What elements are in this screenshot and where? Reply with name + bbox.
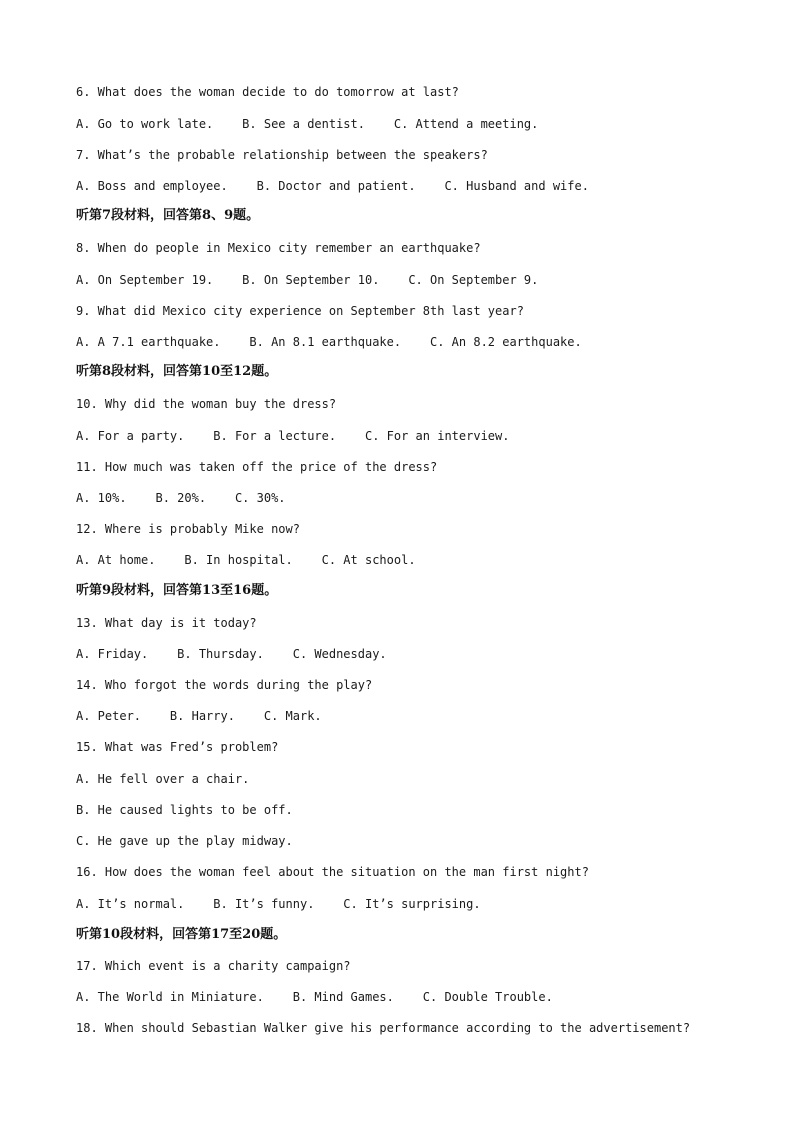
options-12: A. At home. B. In hospital. C. At school. <box>76 553 416 567</box>
options-7: A. Boss and employee. B. Doctor and patient. C. Husband and wife. <box>76 179 589 193</box>
question-10: 10. Why did the woman buy the dress? <box>76 397 337 411</box>
question-18: 18. When should Sebastian Walker give his performance according to the advertisement? <box>76 1021 691 1035</box>
options-11: A. 10%. B. 20%. C. 30%. <box>76 491 286 505</box>
question-17: 17. Which event is a charity campaign? <box>76 959 351 973</box>
options-9: A. A 7.1 earthquake. B. An 8.1 earthquake. C. An 8.2 earthquake. <box>76 335 582 349</box>
options-16: A. It’s normal. B. It’s funny. C. It’s surprising. <box>76 897 481 911</box>
section-heading-9: 听第9段材料，回答第13至16题。 <box>76 583 278 598</box>
options-10: A. For a party. B. For a lecture. C. For an interview. <box>76 429 510 443</box>
question-6: 6. What does the woman decide to do tomorrow at last? <box>76 85 459 99</box>
section-heading-7: 听第7段材料，回答第8、9题。 <box>76 208 260 223</box>
option-15c: C. He gave up the play midway. <box>76 834 293 848</box>
options-8: A. On September 19. B. On September 10. C. On September 9. <box>76 273 539 287</box>
question-15: 15. What was Fred’s problem? <box>76 740 279 754</box>
option-15b: B. He caused lights to be off. <box>76 803 293 817</box>
question-8: 8. When do people in Mexico city remember an earthquake? <box>76 241 481 255</box>
options-17: A. The World in Miniature. B. Mind Games. C. Double Trouble. <box>76 990 553 1004</box>
options-13: A. Friday. B. Thursday. C. Wednesday. <box>76 647 387 661</box>
options-6: A. Go to work late. B. See a dentist. C. Attend a meeting. <box>76 117 539 131</box>
question-11: 11. How much was taken off the price of the dress? <box>76 460 438 474</box>
question-12: 12. Where is probably Mike now? <box>76 522 300 536</box>
question-13: 13. What day is it today? <box>76 616 257 630</box>
options-14: A. Peter. B. Harry. C. Mark. <box>76 709 322 723</box>
question-14: 14. Who forgot the words during the play? <box>76 678 373 692</box>
question-7: 7. What’s the probable relationship between the speakers? <box>76 148 488 162</box>
option-15a: A. He fell over a chair. <box>76 772 250 786</box>
question-16: 16. How does the woman feel about the situation on the man first night? <box>76 865 589 879</box>
question-9: 9. What did Mexico city experience on September 8th last year? <box>76 304 524 318</box>
section-heading-8: 听第8段材料，回答第10至12题。 <box>76 364 278 379</box>
section-heading-10: 听第10段材料，回答第17至20题。 <box>76 927 287 942</box>
